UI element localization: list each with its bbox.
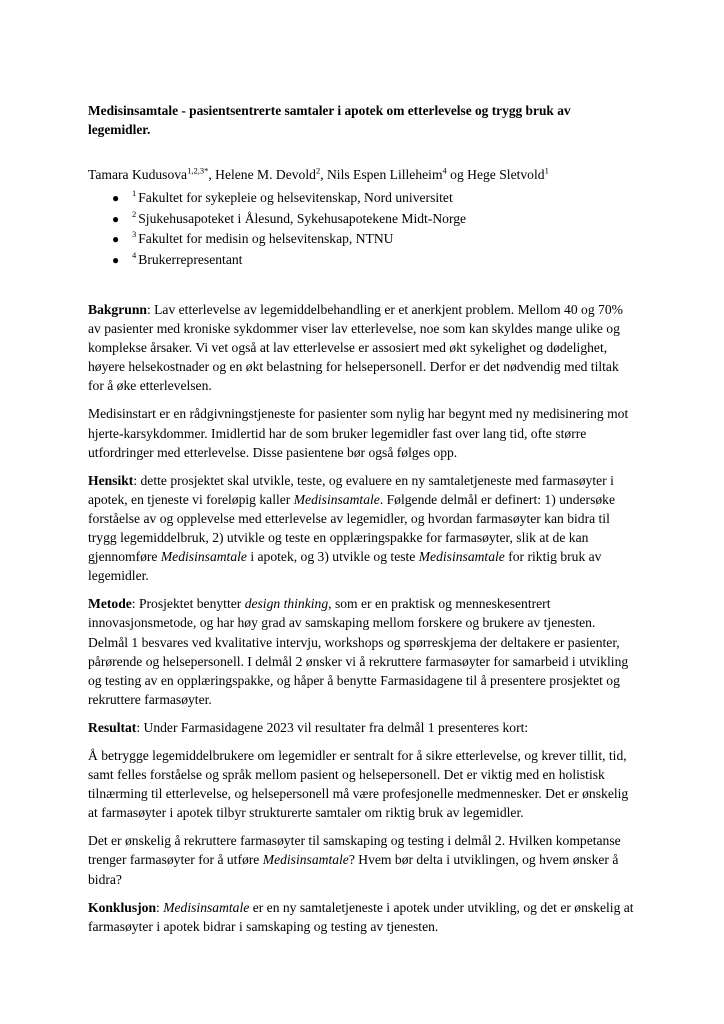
section-label-konklusjon: Konklusjon	[88, 899, 157, 915]
author-affiliation-mark: 2	[315, 165, 321, 176]
medisinstart-paragraph: Medisinstart er en rådgivningstjeneste for pasienter som nylig har begynt med ny medisinering mot hjerte-karsykdommer. Imidlertid har de som bruker legemidler fast over lang tid, ofte større utfordringer med etterlevelse. Disse pasientene bør også følges opp.	[88, 406, 629, 460]
method-text: : Prosjektet benytter	[131, 596, 245, 612]
bullet-icon: ●	[112, 191, 120, 205]
background-text: : Lav etterlevelse av legemiddelbehandling er et anerkjent problem. Mellom 40 og 70% av pasienter med kroniske sykdommer viser lav etterlevelse, noe som kan skyldes mange ulike og komplekse årsaker. Vi vet også at lav etterlevelse er assosiert med økt sykelighet og dødelighet, høyere helsekostnader og en økt belastning for helsepersonell. Derfor er det nødvendig med tiltak for å øke etterlevelsen.	[88, 302, 623, 394]
conclusion-text: er en ny samtaletjeneste i apotek under utvikling, og det er ønskelig at farmasøyter i apotek bidrar i samskaping og testing av tjenesten.	[88, 899, 634, 934]
purpose-text: for riktig bruk av legemidler.	[88, 549, 602, 584]
service-name: Medisinsamtale	[262, 852, 349, 868]
affiliation-number: 1	[132, 188, 137, 199]
result-paragraph	[88, 718, 636, 737]
author-affiliation-mark: 1	[544, 165, 549, 176]
section-label-hensikt: Hensikt	[88, 472, 134, 488]
author-name: Hege Sletvold	[467, 167, 545, 182]
affiliation-item	[112, 250, 636, 271]
author-name: Nils Espen Lilleheim	[326, 167, 443, 182]
conclusion-paragraph	[88, 898, 636, 936]
section-label-metode: Metode	[88, 596, 132, 612]
section-label-resultat: Resultat	[88, 719, 137, 735]
result-text: : Under Farmasidagene 2023 vil resultater fra delmål 1 presenteres kort:	[136, 719, 529, 735]
method-text: , som er en praktisk og menneskesentrert innovasjonsmetode, og har høy grad av samskaping mellom forskere og brukere av tjenesten. Delmål 1 besvares ved kvalitative intervju, workshops og spørreskjema der deltakere er pasienter, pårørende og helsepersonell. I delmål 2 ønsker vi å rekruttere farmasøyter for samarbeid i utvikling og testing av en opplæringspakke, og håper å benytte Farmasidagene til å presentere prosjektet og rekruttere farmasøyter.	[88, 596, 629, 707]
author-separator: ,	[320, 167, 327, 182]
affiliation-text: Sjukehusapoteket i Ålesund, Sykehusapotekene Midt-Norge	[138, 210, 467, 226]
conclusion-text: :	[156, 899, 164, 915]
service-name: Medisinsamtale	[160, 549, 247, 565]
section-label-bakgrunn: Bakgrunn	[88, 302, 147, 317]
method-paragraph	[88, 594, 636, 709]
affiliation-list	[88, 188, 636, 270]
affiliation-number: 2	[132, 208, 137, 219]
bullet-icon: ●	[112, 211, 120, 226]
recruitment-text: Det er ønskelig å rekruttere farmasøyter til samskaping og testing i delmål 2. Hvilken kompetanse trenger farmasøyter for å utføre	[88, 833, 621, 868]
bullet-icon: ●	[112, 232, 120, 246]
recruitment-text: ? Hvem bør delta i utviklingen, og hvem ønsker å bidra?	[88, 852, 619, 887]
affiliation-text: Brukerrepresentant	[138, 251, 243, 267]
service-name: Medisinsamtale	[163, 899, 250, 915]
author-affiliation-mark: 1,2,3*	[187, 165, 209, 176]
author-affiliation-mark: 4	[442, 165, 447, 176]
purpose-text: : dette prosjektet skal utvikle, teste, og evaluere en ny samtaletjeneste med farmasøyter i apotek, en tjeneste vi foreløpig kaller	[88, 472, 614, 507]
recruitment-paragraph	[88, 831, 636, 888]
affiliation-number: 3	[132, 229, 137, 240]
background-paragraph	[88, 300, 636, 395]
author-list	[88, 166, 636, 184]
purpose-paragraph	[88, 471, 636, 586]
purpose-text: . Følgende delmål er definert: 1) undersøke forståelse av og opplevelse med etterlevelse av legemidler, og hvordan farmasøyter kan bidra til trygg legemiddelbruk, 2) utvikle og teste en opplæringspakke for farmasøyter, slik at de kan gjennomføre	[88, 491, 615, 565]
affiliation-text: Fakultet for sykepleie og helsevitenskap, Nord universitet	[138, 190, 453, 205]
method-name: design thinking	[244, 596, 329, 612]
purpose-text: i apotek, og 3) utvikle og teste	[246, 549, 419, 565]
document-title: Medisinsamtale - pasientsentrerte samtaler i apotek om etterlevelse og trygg bruk av legemidler.	[88, 103, 571, 137]
affiliation-item	[112, 229, 636, 250]
affiliation-item	[112, 188, 636, 209]
service-name: Medisinsamtale	[418, 549, 505, 565]
service-name: Medisinsamtale	[293, 491, 380, 507]
affiliation-number: 4	[132, 249, 137, 260]
bullet-icon: ●	[112, 252, 120, 267]
author-separator: ,	[208, 167, 216, 182]
document-page	[88, 101, 636, 945]
author-separator: og	[446, 167, 468, 182]
result-detail-paragraph: Å betrygge legemiddelbrukere om legemidler er sentralt for å sikre etterlevelse, og krever tillit, tid, samt felles forståelse og språk mellom pasient og helsepersonell. Det er viktig med en holistisk tilnærming til etterlevelse, og helsepersonell må være profesjonelle medmennesker. Det er ønskelig at farmasøyter i apotek tilbyr strukturerte samtaler om riktig bruk av legemidler.	[88, 747, 629, 821]
author-name: Tamara Kudusova	[88, 167, 188, 182]
affiliation-item	[112, 209, 636, 230]
affiliation-text: Fakultet for medisin og helsevitenskap, NTNU	[138, 231, 394, 246]
author-name: Helene M. Devold	[215, 167, 316, 182]
